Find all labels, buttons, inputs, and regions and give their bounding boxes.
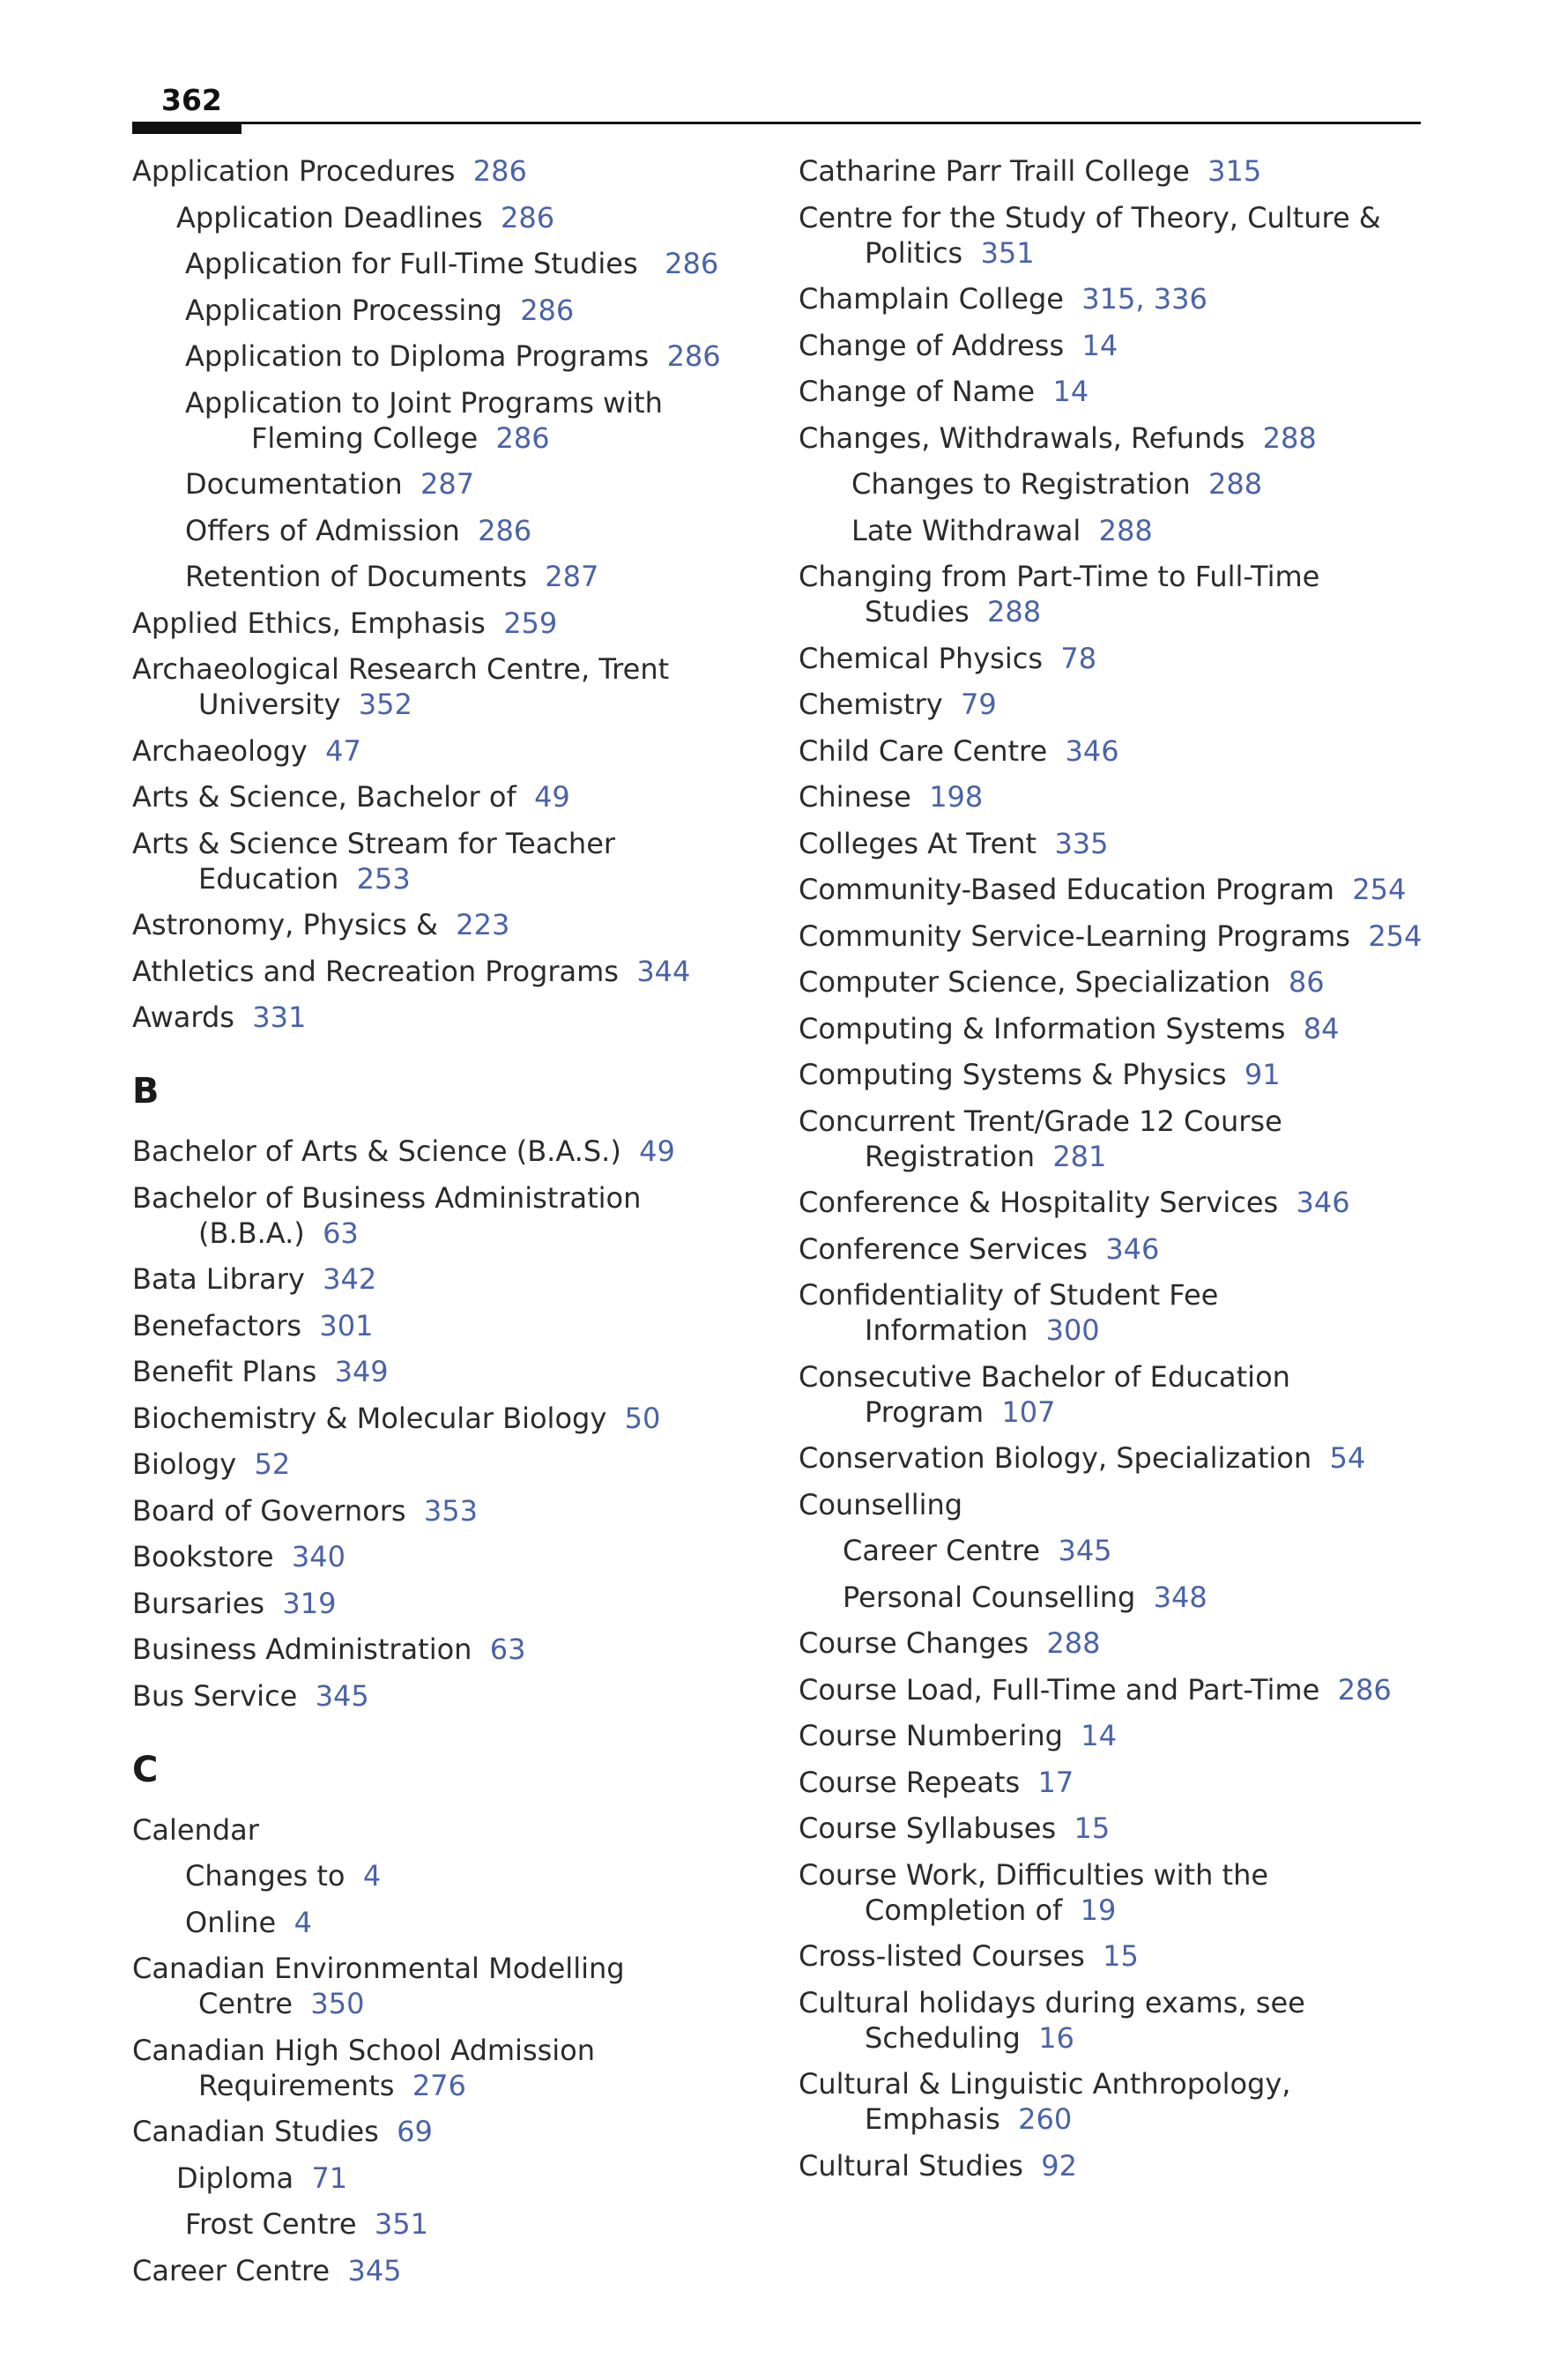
index-entry <box>799 1765 1433 1800</box>
page-reference[interactable]: 346 <box>1296 1186 1350 1219</box>
index-entry <box>185 385 767 456</box>
index-term: Catharine Parr Traill College <box>799 154 1190 188</box>
page-reference[interactable]: 254 <box>1368 919 1423 953</box>
index-term: Computing & Information Systems <box>799 1011 1286 1045</box>
index-term: Counselling <box>799 1487 963 1521</box>
page-reference[interactable]: 340 <box>291 1540 346 1573</box>
page-reference[interactable]: 346 <box>1105 1231 1160 1266</box>
index-entry <box>132 1180 767 1251</box>
index-entry <box>799 964 1433 1000</box>
page-reference[interactable]: 223 <box>456 908 510 941</box>
index-term: Documentation <box>185 467 403 501</box>
page-reference[interactable]: 15 <box>1074 1811 1111 1845</box>
page-reference[interactable]: 286 <box>495 420 550 455</box>
index-term: Centre for the Study of Theory, Culture & Politics <box>799 200 1381 270</box>
page-reference[interactable]: 253 <box>356 861 411 896</box>
index-entry <box>851 466 1433 502</box>
index-term: Canadian High School Admission Requirements <box>132 2033 596 2102</box>
index-entry <box>176 200 767 235</box>
page-number: 362 <box>161 83 222 117</box>
index-term: Offers of Admission <box>185 513 460 547</box>
index-term: Changes to <box>185 1859 346 1893</box>
index-entry <box>132 907 767 942</box>
page-reference[interactable]: 71 <box>311 2161 348 2195</box>
index-term: Cultural Studies <box>799 2148 1023 2183</box>
index-entry <box>185 338 767 374</box>
index-entry <box>799 779 1433 814</box>
page-reference[interactable]: 19 <box>1080 1893 1117 1927</box>
index-entry <box>132 2253 767 2288</box>
index-entry <box>132 2033 767 2103</box>
index-entry <box>132 1447 767 1482</box>
index-column-left <box>132 153 767 2299</box>
index-entry <box>799 328 1433 363</box>
header-rule-accent <box>132 122 241 134</box>
index-term: Colleges At Trent <box>799 826 1037 860</box>
index-entry <box>132 1539 767 1574</box>
index-term: Application Deadlines <box>176 200 483 234</box>
index-entry <box>799 1011 1433 1046</box>
page-reference[interactable]: 349 <box>334 1355 389 1388</box>
page-reference[interactable]: 345 <box>315 1678 369 1713</box>
index-term: Conference & Hospitality Services <box>799 1186 1279 1219</box>
index-entry <box>132 733 767 769</box>
index-term: Computer Science, Specialization <box>799 965 1271 999</box>
page-reference[interactable]: 288 <box>1207 467 1263 501</box>
page-reference[interactable]: 49 <box>534 780 570 814</box>
index-term: Career Centre <box>132 2253 331 2287</box>
index-entry <box>799 1277 1433 1348</box>
index-entry <box>132 1354 767 1389</box>
index-term: Board of Governors <box>132 1493 406 1528</box>
index-entry <box>799 1938 1433 1974</box>
index-term: Confidentiality of Student Fee Information <box>799 1278 1219 1347</box>
index-entry <box>851 513 1433 548</box>
index-entry <box>799 1359 1433 1430</box>
page-reference[interactable]: 91 <box>1244 1058 1281 1091</box>
index-entry <box>799 153 1433 189</box>
index-entry <box>799 200 1433 271</box>
index-term: Archaeology <box>132 733 308 768</box>
index-term: Chemical Physics <box>799 641 1043 675</box>
index-entry <box>176 2161 767 2196</box>
section-letter: B <box>132 1071 160 1112</box>
index-term: Frost Centre <box>185 2207 357 2241</box>
index-entry <box>799 1231 1433 1267</box>
index-entry <box>799 1185 1433 1220</box>
page-reference[interactable]: 63 <box>489 1633 526 1666</box>
page-reference[interactable]: 287 <box>420 467 475 501</box>
index-column-right <box>799 153 1433 2194</box>
index-entry <box>799 641 1433 676</box>
index-entry <box>185 1905 767 1940</box>
page-reference[interactable]: 17 <box>1037 1765 1074 1799</box>
index-term: Bata Library <box>132 1262 305 1296</box>
page-reference[interactable]: 14 <box>1081 1719 1117 1752</box>
index-term: Bachelor of Arts & Science (B.A.S.) <box>132 1134 621 1168</box>
index-term: Application to Diploma Programs <box>185 339 650 373</box>
page-reference[interactable]: 344 <box>636 954 691 988</box>
page-reference[interactable]: 287 <box>545 560 599 593</box>
index-term: Consecutive Bachelor of Education Program <box>799 1359 1290 1429</box>
header-rule <box>132 122 1421 124</box>
index-entry <box>132 606 767 641</box>
index-entry <box>799 1985 1433 2056</box>
index-term: Biochemistry & Molecular Biology <box>132 1401 607 1435</box>
index-term: Course Work, Difficulties with the Completion of <box>799 1857 1269 1927</box>
page-reference[interactable]: 259 <box>503 606 558 640</box>
index-entry <box>799 1672 1433 1707</box>
page-reference[interactable]: 286 <box>500 200 555 234</box>
index-term: Application Processing <box>185 293 502 327</box>
index-entry <box>799 687 1433 722</box>
index-term: Career Centre <box>843 1534 1041 1567</box>
index-term: Application for Full-Time Studies <box>185 247 647 280</box>
page-reference[interactable]: 348 <box>1153 1580 1207 1614</box>
index-term: Canadian Environmental Modelling Centre <box>132 1952 625 2020</box>
index-term: Benefit Plans <box>132 1355 317 1388</box>
index-entry <box>132 1261 767 1297</box>
index-term: Online <box>185 1905 277 1939</box>
index-entry <box>799 1811 1433 1846</box>
page-reference[interactable]: 335 <box>1054 826 1109 860</box>
page-reference[interactable]: 350 <box>310 1987 365 2020</box>
index-term: Application Procedures <box>132 154 456 188</box>
index-term: Bus Service <box>132 1678 298 1713</box>
index-term: Course Syllabuses <box>799 1811 1057 1845</box>
index-term: Biology <box>132 1447 237 1481</box>
page-reference[interactable]: 286 <box>520 293 575 327</box>
index-term: Course Numbering <box>799 1719 1063 1752</box>
index-term: Course Repeats <box>799 1765 1021 1799</box>
index-entry <box>185 1858 767 1893</box>
index-entry <box>799 872 1433 907</box>
index-term: Cultural holidays during exams, see Scheduling <box>799 1985 1305 2055</box>
index-term: Change of Address <box>799 328 1065 362</box>
page-reference[interactable]: 14 <box>1052 375 1089 408</box>
index-term: Changing from Part-Time to Full-Time Studies <box>799 560 1320 628</box>
index-term: Applied Ethics, Emphasis <box>132 606 486 640</box>
index-entry <box>799 374 1433 409</box>
index-entry <box>799 1104 1433 1174</box>
index-entry <box>132 1812 767 1848</box>
index-entry <box>185 246 767 281</box>
index-term: Personal Counselling <box>843 1580 1136 1614</box>
index-term: Retention of Documents <box>185 560 527 593</box>
page-reference[interactable]: 198 <box>929 780 984 814</box>
index-term: Computing Systems & Physics <box>799 1058 1227 1091</box>
index-term: Change of Name <box>799 375 1036 408</box>
page-reference[interactable]: 4 <box>362 1859 382 1893</box>
page-reference[interactable]: 286 <box>472 154 527 188</box>
index-entry <box>799 1625 1433 1661</box>
index-entry <box>185 2206 767 2242</box>
index-entry <box>799 559 1433 629</box>
index-entry <box>132 779 767 814</box>
index-entry <box>185 466 767 502</box>
index-entry <box>799 1487 1433 1522</box>
index-term: Astronomy, Physics & <box>132 908 438 941</box>
index-entry <box>843 1580 1433 1615</box>
page-reference[interactable]: 79 <box>961 688 997 721</box>
page-reference[interactable]: 276 <box>412 2068 466 2102</box>
page-reference[interactable]: 54 <box>1329 1441 1366 1475</box>
page-reference[interactable]: 288 <box>987 595 1042 628</box>
index-term: Changes, Withdrawals, Refunds <box>799 420 1245 455</box>
index-term: Bookstore <box>132 1540 274 1573</box>
index-entry <box>185 559 767 594</box>
index-entry <box>843 1533 1433 1568</box>
page-reference[interactable]: 288 <box>1046 1626 1101 1660</box>
index-entry <box>799 919 1433 954</box>
index-term: Archaeological Research Centre, Trent University <box>132 652 670 721</box>
index-term: Business Administration <box>132 1633 472 1666</box>
page-reference[interactable]: 351 <box>374 2207 428 2241</box>
index-entry <box>132 954 767 989</box>
index-entry <box>132 1000 767 1035</box>
index-term: Concurrent Trent/Grade 12 Course Registration <box>799 1104 1282 1173</box>
index-entry <box>132 1308 767 1343</box>
page-reference[interactable]: 92 <box>1041 2148 1077 2183</box>
index-entry <box>799 826 1433 861</box>
page-reference[interactable]: 15 <box>1103 1939 1139 1973</box>
page-reference[interactable]: 50 <box>624 1401 661 1435</box>
index-entry <box>799 1857 1433 1928</box>
index-entry <box>799 1057 1433 1092</box>
page-reference[interactable]: 319 <box>282 1586 337 1620</box>
index-term: Canadian Studies <box>132 2115 379 2148</box>
index-entry <box>132 826 767 896</box>
index-term: Arts & Science Stream for Teacher Education <box>132 826 616 896</box>
page-reference[interactable]: 260 <box>1018 2102 1073 2136</box>
page-reference[interactable]: 346 <box>1065 733 1119 768</box>
index-entry <box>132 1632 767 1667</box>
page-reference[interactable]: 315 <box>1207 154 1262 188</box>
index-term: Conservation Biology, Specialization <box>799 1441 1312 1475</box>
index-entry <box>799 281 1433 316</box>
index-entry <box>132 2114 767 2149</box>
page-reference[interactable]: 286 <box>478 513 532 547</box>
index-term: Conference Services <box>799 1231 1088 1266</box>
index-term: Cross-listed Courses <box>799 1939 1085 1973</box>
page-reference[interactable]: 281 <box>1052 1139 1107 1173</box>
index-entry <box>185 513 767 548</box>
index-entry <box>799 420 1433 456</box>
page-reference[interactable]: 286 <box>666 339 721 373</box>
index-entry <box>132 1134 767 1169</box>
page-reference[interactable]: 63 <box>323 1216 359 1250</box>
index-term: Late Withdrawal <box>851 513 1081 547</box>
index-term: Arts & Science, Bachelor of <box>132 780 516 814</box>
index-term: Course Load, Full-Time and Part-Time <box>799 1672 1320 1707</box>
page-reference[interactable]: 4 <box>294 1905 312 1939</box>
index-term: Calendar <box>132 1812 259 1847</box>
index-term: Bursaries <box>132 1586 265 1620</box>
page-reference[interactable]: 342 <box>323 1262 377 1296</box>
index-entry <box>799 733 1433 769</box>
index-term: Athletics and Recreation Programs <box>132 954 619 988</box>
page-reference[interactable]: 86 <box>1288 965 1325 999</box>
index-entry <box>132 1401 767 1436</box>
index-entry <box>132 1951 767 2021</box>
page-reference[interactable]: 351 <box>980 235 1035 270</box>
page-reference[interactable]: 288 <box>1262 420 1317 455</box>
index-term: Cultural & Linguistic Anthropology, Emphasis <box>799 2067 1291 2136</box>
page-reference[interactable]: 288 <box>1098 513 1153 547</box>
index-entry <box>799 1440 1433 1476</box>
page-reference[interactable]: 352 <box>358 688 412 721</box>
index-term: Community-Based Education Program <box>799 873 1334 906</box>
page-reference[interactable]: 16 <box>1038 2020 1074 2055</box>
index-entry <box>132 651 767 722</box>
page-reference[interactable]: 47 <box>325 733 361 768</box>
page-reference[interactable]: 14 <box>1081 328 1118 362</box>
page-reference[interactable]: 78 <box>1060 641 1097 675</box>
index-term: Awards <box>132 1000 234 1034</box>
index-term: Child Care Centre <box>799 733 1048 768</box>
index-entry <box>185 293 767 328</box>
index-entry <box>799 1718 1433 1753</box>
page-reference[interactable]: 254 <box>1352 873 1407 906</box>
section-letter: C <box>132 1749 159 1790</box>
page-reference[interactable]: 345 <box>1058 1534 1112 1567</box>
index-term: Course Changes <box>799 1626 1029 1660</box>
index-term: Champlain College <box>799 282 1064 316</box>
page-reference[interactable]: 84 <box>1303 1011 1340 1045</box>
page-reference[interactable]: 300 <box>1045 1313 1100 1347</box>
page-reference[interactable]: 69 <box>397 2115 433 2148</box>
index-entry <box>132 1678 767 1714</box>
page-reference[interactable]: 315, 336 <box>1081 282 1207 316</box>
page-reference[interactable]: 345 <box>347 2253 402 2287</box>
page-reference[interactable]: 286 <box>665 247 719 280</box>
page-reference[interactable]: 301 <box>319 1308 374 1342</box>
index-term: Benefactors <box>132 1308 302 1342</box>
index-entry <box>132 1586 767 1621</box>
index-term: Chinese <box>799 780 911 814</box>
index-term: Changes to Registration <box>851 467 1191 501</box>
page-reference[interactable]: 107 <box>1001 1395 1056 1429</box>
index-term: Application to Joint Programs with Fleming College <box>185 385 663 455</box>
index-term: Community Service-Learning Programs <box>799 919 1350 953</box>
page-reference[interactable]: 52 <box>254 1447 291 1481</box>
index-entry <box>132 1493 767 1528</box>
index-term: Chemistry <box>799 688 943 721</box>
page-reference[interactable]: 353 <box>423 1493 478 1528</box>
page-reference[interactable]: 331 <box>252 1000 307 1034</box>
index-entry <box>132 153 767 189</box>
index-term: Diploma <box>176 2161 294 2195</box>
index-entry <box>799 2148 1433 2183</box>
page-reference[interactable]: 49 <box>639 1134 675 1168</box>
page-reference[interactable]: 286 <box>1337 1672 1392 1707</box>
index-entry <box>799 2066 1433 2137</box>
index-term: Bachelor of Business Administration (B.B.A.) <box>132 1180 642 1250</box>
